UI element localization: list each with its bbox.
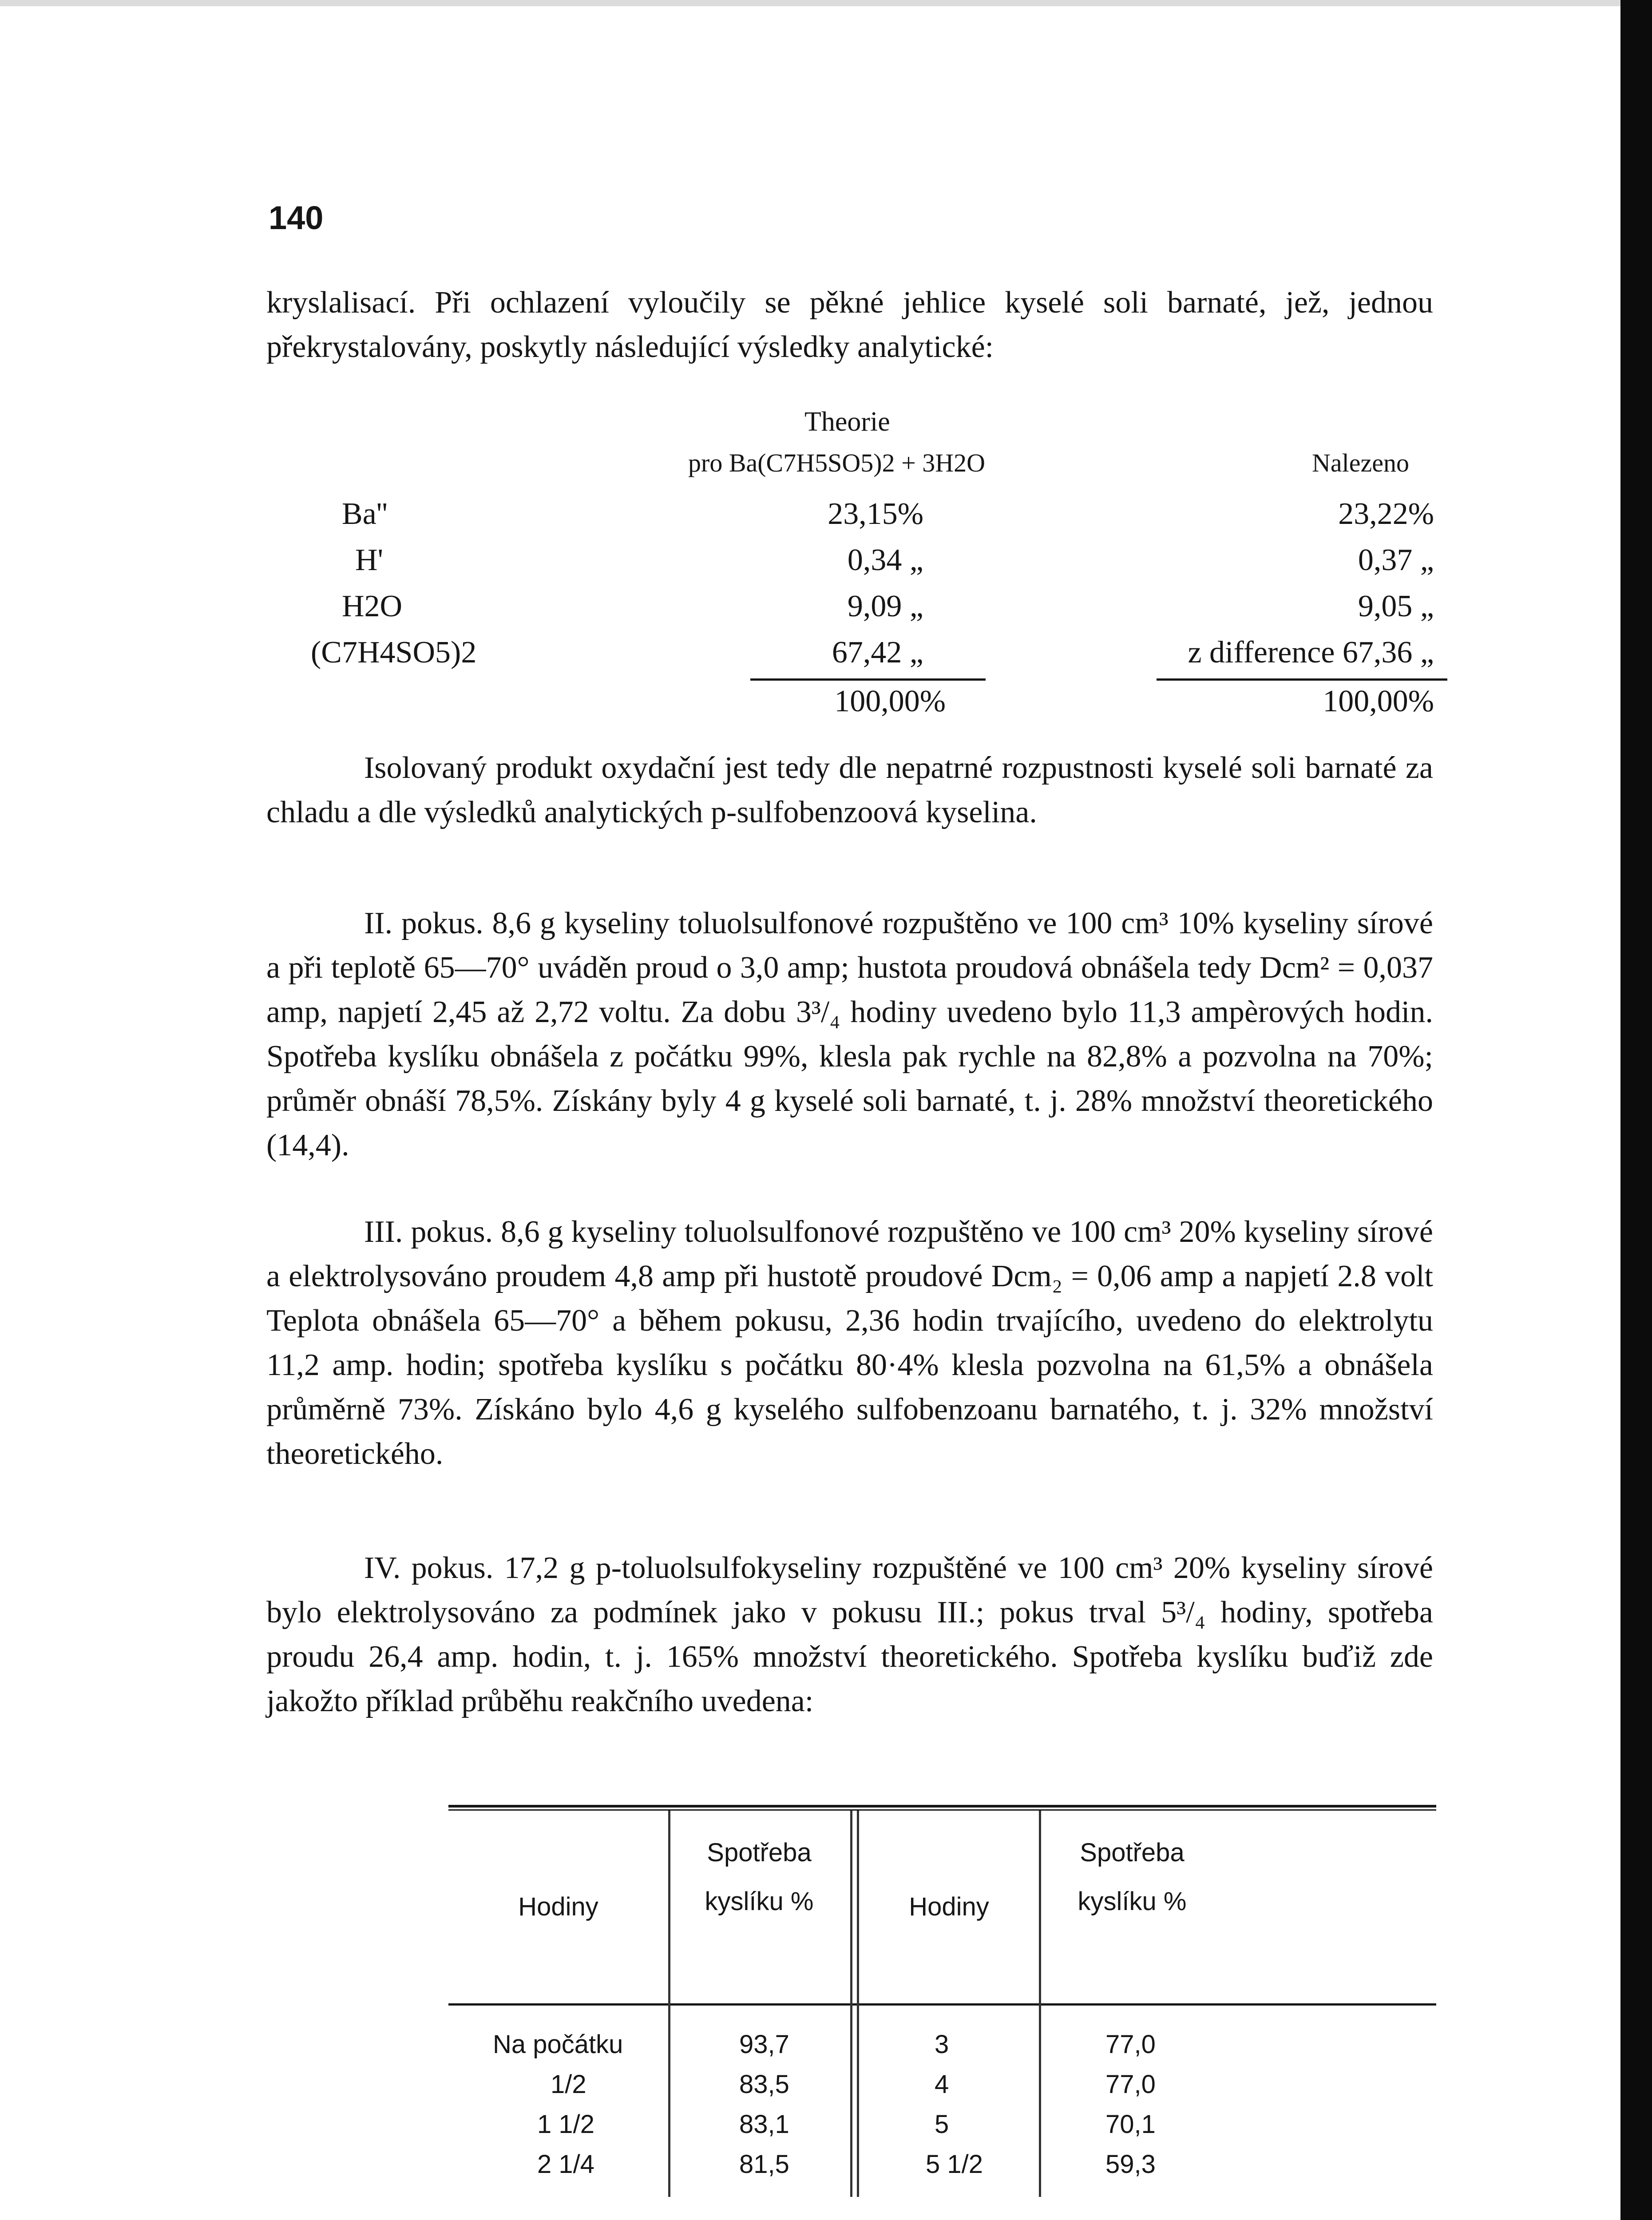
component-label: H2O bbox=[342, 589, 403, 623]
table-cell-consumption: 59,3 bbox=[1105, 2150, 1156, 2179]
table-cell-hours: 5 bbox=[935, 2110, 949, 2139]
found-total: 100,00% bbox=[1323, 684, 1434, 718]
header-spotreba: Spotřeba kyslíku % bbox=[705, 1838, 814, 1916]
table-cell-hours: 1 1/2 bbox=[537, 2110, 594, 2139]
table-cell-hours: 3 bbox=[935, 2030, 949, 2059]
table-top-rule bbox=[448, 1805, 1436, 1808]
intro-paragraph: kryslalisací. Při ochlazení vyloučily se pěkné jehlice kyselé soli barnaté, jež, jednou překrystalovány, poskytly následující výsledky analytické: bbox=[266, 285, 1433, 364]
table-cell-consumption: 93,7 bbox=[739, 2030, 789, 2059]
table-cell-hours: 1/2 bbox=[551, 2070, 586, 2099]
found-heading: Nalezeno bbox=[1312, 448, 1409, 477]
theory-formula: pro Ba(C7H5SO5)2 + 3H2O bbox=[688, 448, 986, 477]
table-column-divider bbox=[668, 1811, 670, 2197]
header-spotreba: Spotřeba kyslíku % bbox=[1078, 1838, 1187, 1916]
pokus-2-paragraph: II. pokus. 8,6 g kyseliny toluolsulfonové rozpuštěno ve 100 cm³ 10% kyseliny sírové a při teplotě 65—70° uváděn proud o 3,0 amp; hustota proudová obnášela tedy Dcm² = 0,037 amp, napjetí 2,45 až 2,72 voltu. Za dobu 3³/₄ hodiny uvedeno bylo 11,3 ampèrových hodin. Spotřeba kyslíku obnášela z počátku 99%, klesla pak rychle na 82,8% a pozvolna na 70%; průměr obnáší 78,5%. Získány byly 4 g kyselé soli barnaté, t. j. 28% množství theoretického (14,4). bbox=[266, 906, 1433, 1162]
table-header-rule bbox=[448, 2003, 1436, 2006]
theory-sum-rule bbox=[750, 678, 986, 681]
analysis-table bbox=[0, 0, 1652, 755]
found-value: 9,05 „ bbox=[1358, 589, 1434, 623]
table-column-divider bbox=[850, 1811, 852, 2197]
theory-value: 9,09 „ bbox=[847, 589, 923, 623]
theory-value: 23,15% bbox=[828, 497, 923, 531]
table-column-divider bbox=[1039, 1811, 1041, 2197]
table-cell-consumption: 83,5 bbox=[739, 2070, 789, 2099]
header-hodiny: Hodiny bbox=[518, 1892, 598, 1921]
component-label: (C7H4SO5)2 bbox=[311, 635, 477, 670]
theory-heading: Theorie bbox=[804, 407, 890, 437]
table-cell-hours: 2 1/4 bbox=[537, 2150, 594, 2179]
table-cell-consumption: 81,5 bbox=[739, 2150, 789, 2179]
table-cell-consumption: 83,1 bbox=[739, 2110, 789, 2139]
table-cell-consumption: 70,1 bbox=[1105, 2110, 1156, 2139]
theory-total: 100,00% bbox=[834, 684, 946, 718]
component-label: H' bbox=[355, 543, 384, 577]
found-value: 23,22% bbox=[1338, 497, 1434, 531]
found-value: z difference 67,36 „ bbox=[1188, 635, 1434, 670]
page-number: 140 bbox=[269, 199, 324, 236]
table-top-rule-inner bbox=[448, 1809, 1436, 1811]
found-value: 0,37 „ bbox=[1358, 543, 1434, 577]
theory-value: 67,42 „ bbox=[832, 635, 923, 670]
component-label: Ba'' bbox=[342, 497, 388, 531]
table-cell-consumption: 77,0 bbox=[1105, 2030, 1156, 2059]
table-cell-hours: 5 1/2 bbox=[926, 2150, 983, 2179]
table-cell-hours: Na počátku bbox=[493, 2030, 623, 2059]
table-column-divider bbox=[857, 1811, 859, 2197]
pokus-4-paragraph: IV. pokus. 17,2 g p-toluolsulfokyseliny rozpuštěné ve 100 cm³ 20% kyseliny sírové bylo elektrolysováno za podmínek jako v pokusu III.; pokus trval 5³/₄ hodiny, spotřeba proudu 26,4 amp. hodin, t. j. 165% množství theoretického. Spotřeba kyslíku buďiž zde jakožto příklad průběhu reakčního uvedena: bbox=[266, 1551, 1433, 1718]
header-hodiny: Hodiny bbox=[909, 1892, 989, 1921]
found-sum-rule bbox=[1157, 678, 1447, 681]
pokus-3-paragraph: III. pokus. 8,6 g kyseliny toluolsulfonové rozpuštěno ve 100 cm³ 20% kyseliny sírové a elektrolysováno proudem 4,8 amp při hustotě proudové Dcm₂ = 0,06 amp a napjetí 2.8 volt Teplota obnášela 65—70° a během pokusu, 2,36 hodin trvajícího, uvedeno do elektrolytu 11,2 amp. hodin; spotřeba kyslíku s počátku 80·4% klesla pozvolna na 61,5% a obnášela průměrně 73%. Získáno bylo 4,6 g kyselého sulfobenzoanu barnatého, t. j. 32% množství theoretického. bbox=[266, 1215, 1433, 1471]
table-cell-consumption: 77,0 bbox=[1105, 2070, 1156, 2099]
theory-value: 0,34 „ bbox=[847, 543, 923, 577]
table-cell-hours: 4 bbox=[935, 2070, 949, 2099]
isolated-product-paragraph: Isolovaný produkt oxydační jest tedy dle nepatrné rozpustnosti kyselé soli barnaté za chladu a dle výsledků analytických p-sulfobenzoová kyselina. bbox=[266, 751, 1433, 829]
